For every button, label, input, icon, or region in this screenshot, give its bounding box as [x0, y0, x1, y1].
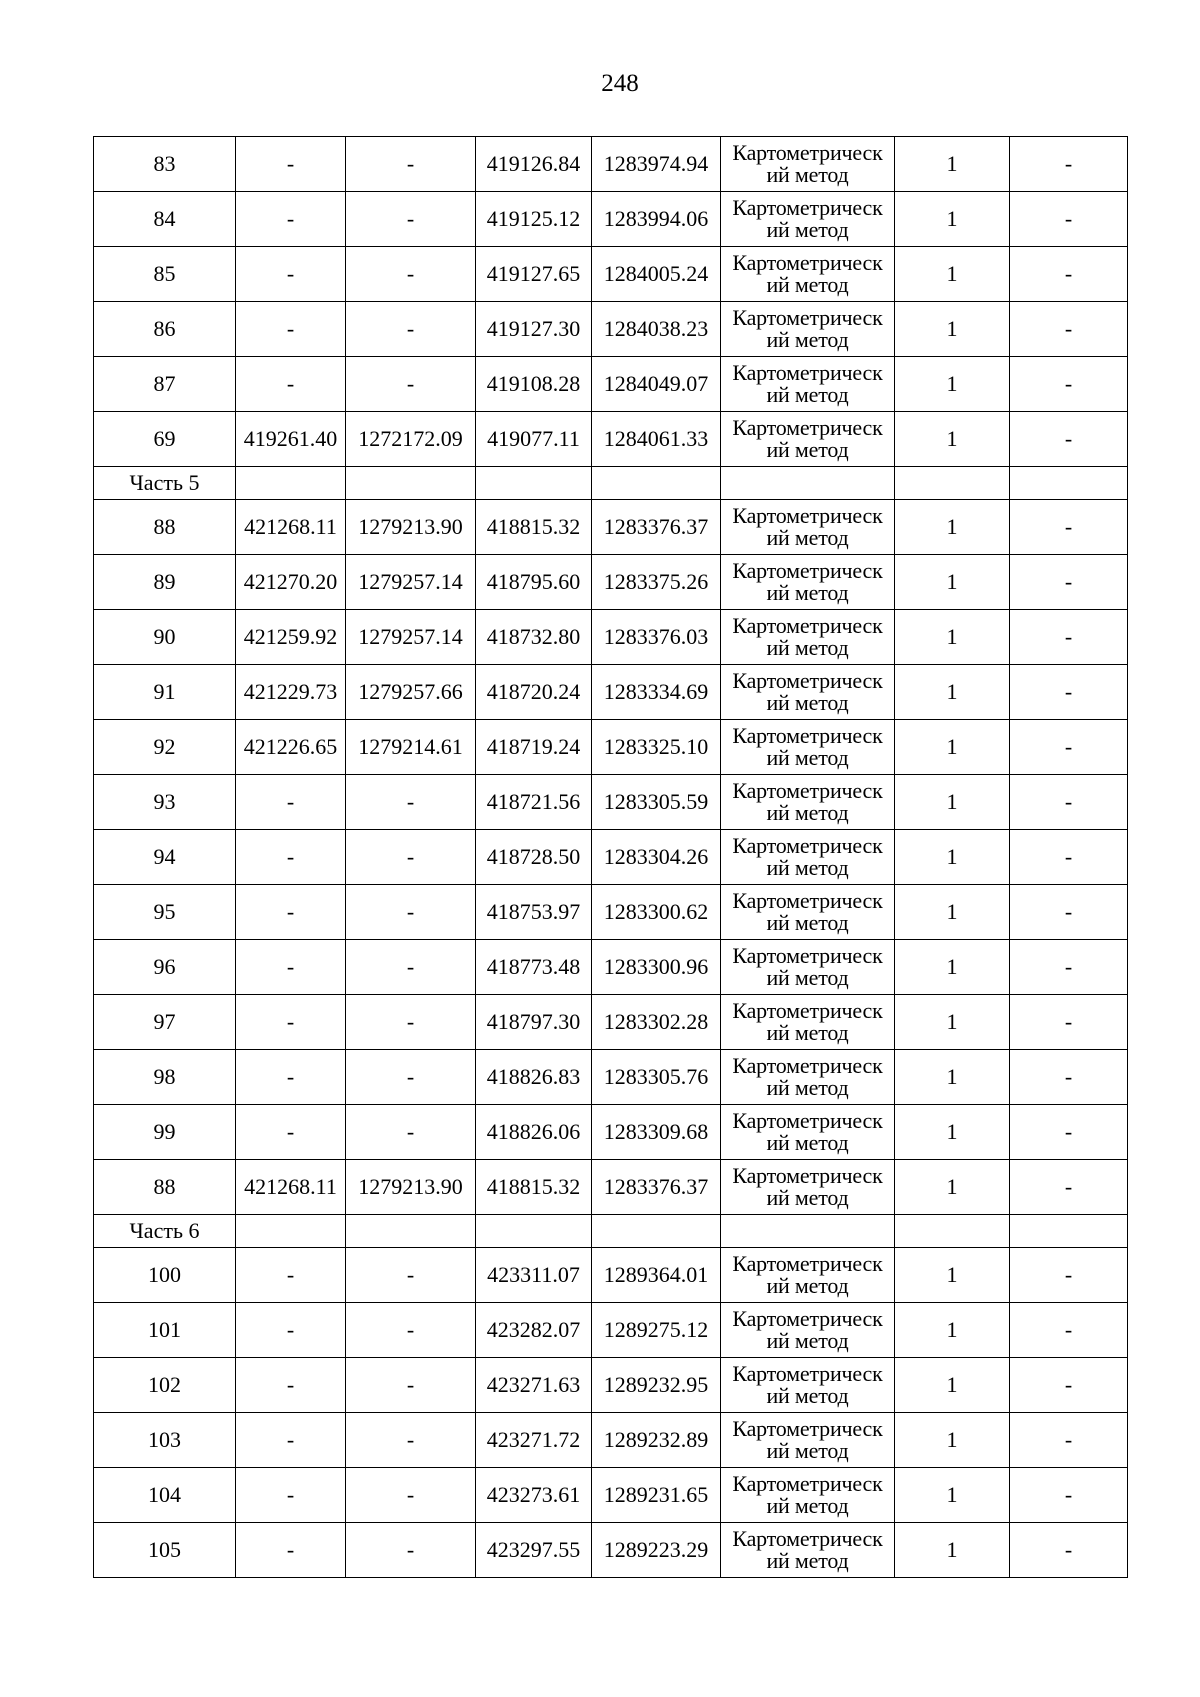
point-number-cell: 98: [94, 1050, 236, 1105]
point-number-cell: 91: [94, 665, 236, 720]
x-new-cell: 418815.32: [476, 1160, 592, 1215]
y-new-cell: 1283300.96: [592, 940, 721, 995]
accuracy-cell: 1: [895, 1248, 1010, 1303]
accuracy-cell: 1: [895, 1303, 1010, 1358]
note-cell: -: [1010, 775, 1128, 830]
point-number-cell: 97: [94, 995, 236, 1050]
method-line-2: ий метод: [766, 690, 849, 715]
point-number-cell: 93: [94, 775, 236, 830]
method-line-1: Картометрическ: [732, 1108, 883, 1133]
accuracy-cell: 1: [895, 247, 1010, 302]
empty-cell: [895, 1215, 1010, 1248]
y-new-cell: 1283376.37: [592, 500, 721, 555]
x-existing-cell: 421270.20: [236, 555, 346, 610]
note-cell: -: [1010, 1105, 1128, 1160]
point-number-cell: 88: [94, 1160, 236, 1215]
method-cell: [721, 137, 895, 192]
coordinates-table-body: [94, 137, 1128, 1578]
table-row: [94, 1413, 1128, 1468]
y-new-cell: 1289275.12: [592, 1303, 721, 1358]
empty-cell: [236, 1215, 346, 1248]
x-existing-cell: -: [236, 1468, 346, 1523]
method-line-2: ий метод: [766, 1548, 849, 1573]
note-cell: -: [1010, 720, 1128, 775]
y-existing-cell: 1279213.90: [346, 500, 476, 555]
empty-cell: [592, 467, 721, 500]
method-line-1: Картометрическ: [732, 1526, 883, 1551]
method-line-2: ий метод: [766, 327, 849, 352]
method-line-1: Картометрическ: [732, 1416, 883, 1441]
accuracy-cell: 1: [895, 885, 1010, 940]
method-line-1: Картометрическ: [732, 668, 883, 693]
method-line-2: ий метод: [766, 217, 849, 242]
x-existing-cell: 421229.73: [236, 665, 346, 720]
y-existing-cell: 1279257.14: [346, 610, 476, 665]
y-new-cell: 1289364.01: [592, 1248, 721, 1303]
x-new-cell: 418795.60: [476, 555, 592, 610]
x-new-cell: 419127.65: [476, 247, 592, 302]
x-existing-cell: -: [236, 830, 346, 885]
method-cell: [721, 1050, 895, 1105]
method-cell: [721, 610, 895, 665]
table-row: [94, 885, 1128, 940]
empty-cell: [1010, 1215, 1128, 1248]
y-new-cell: 1283334.69: [592, 665, 721, 720]
method-line-1: Картометрическ: [732, 1471, 883, 1496]
method-cell: [721, 302, 895, 357]
method-line-2: ий метод: [766, 272, 849, 297]
method-line-2: ий метод: [766, 1438, 849, 1463]
method-line-2: ий метод: [766, 1328, 849, 1353]
table-row: [94, 1523, 1128, 1578]
point-number-cell: 92: [94, 720, 236, 775]
table-row: [94, 1105, 1128, 1160]
point-number-cell: 84: [94, 192, 236, 247]
method-line-1: Картометрическ: [732, 943, 883, 968]
point-number-cell: 100: [94, 1248, 236, 1303]
point-number-cell: 69: [94, 412, 236, 467]
empty-cell: [236, 467, 346, 500]
table-row: [94, 775, 1128, 830]
accuracy-cell: 1: [895, 412, 1010, 467]
method-line-1: Картометрическ: [732, 1053, 883, 1078]
y-new-cell: 1289231.65: [592, 1468, 721, 1523]
y-existing-cell: -: [346, 830, 476, 885]
method-cell: [721, 1413, 895, 1468]
point-number-cell: 103: [94, 1413, 236, 1468]
method-cell: [721, 1248, 895, 1303]
x-existing-cell: -: [236, 247, 346, 302]
accuracy-cell: 1: [895, 137, 1010, 192]
method-line-2: ий метод: [766, 635, 849, 660]
method-line-2: ий метод: [766, 855, 849, 880]
method-cell: [721, 1303, 895, 1358]
y-existing-cell: -: [346, 137, 476, 192]
y-existing-cell: -: [346, 940, 476, 995]
method-line-2: ий метод: [766, 1075, 849, 1100]
table-row: [94, 192, 1128, 247]
y-existing-cell: 1279257.14: [346, 555, 476, 610]
y-existing-cell: -: [346, 1523, 476, 1578]
method-line-1: Картометрическ: [732, 833, 883, 858]
table-row: [94, 1303, 1128, 1358]
y-existing-cell: 1279213.90: [346, 1160, 476, 1215]
point-number-cell: 86: [94, 302, 236, 357]
point-number-cell: 104: [94, 1468, 236, 1523]
note-cell: -: [1010, 665, 1128, 720]
accuracy-cell: 1: [895, 940, 1010, 995]
x-existing-cell: -: [236, 1050, 346, 1105]
x-existing-cell: -: [236, 302, 346, 357]
note-cell: -: [1010, 192, 1128, 247]
y-existing-cell: -: [346, 1248, 476, 1303]
y-new-cell: 1283376.37: [592, 1160, 721, 1215]
method-line-1: Картометрическ: [732, 360, 883, 385]
method-line-2: ий метод: [766, 1185, 849, 1210]
accuracy-cell: 1: [895, 720, 1010, 775]
table-row: [94, 1248, 1128, 1303]
section-header-row: [94, 467, 1128, 500]
note-cell: -: [1010, 555, 1128, 610]
empty-cell: [346, 1215, 476, 1248]
x-new-cell: 418826.83: [476, 1050, 592, 1105]
note-cell: -: [1010, 1303, 1128, 1358]
x-new-cell: 418773.48: [476, 940, 592, 995]
y-existing-cell: -: [346, 1050, 476, 1105]
y-existing-cell: -: [346, 1413, 476, 1468]
y-new-cell: 1283994.06: [592, 192, 721, 247]
method-line-1: Картометрическ: [732, 723, 883, 748]
y-new-cell: 1283309.68: [592, 1105, 721, 1160]
x-new-cell: 419125.12: [476, 192, 592, 247]
y-existing-cell: -: [346, 357, 476, 412]
method-cell: [721, 775, 895, 830]
x-new-cell: 419108.28: [476, 357, 592, 412]
accuracy-cell: 1: [895, 555, 1010, 610]
x-new-cell: 423271.63: [476, 1358, 592, 1413]
method-line-2: ий метод: [766, 382, 849, 407]
method-cell: [721, 940, 895, 995]
table-row: [94, 940, 1128, 995]
point-number-cell: 87: [94, 357, 236, 412]
x-new-cell: 418815.32: [476, 500, 592, 555]
method-cell: [721, 1523, 895, 1578]
y-new-cell: 1283304.26: [592, 830, 721, 885]
method-line-2: ий метод: [766, 437, 849, 462]
method-line-2: ий метод: [766, 800, 849, 825]
x-new-cell: 423311.07: [476, 1248, 592, 1303]
empty-cell: [721, 1215, 895, 1248]
method-cell: [721, 885, 895, 940]
point-number-cell: 88: [94, 500, 236, 555]
x-existing-cell: 421226.65: [236, 720, 346, 775]
method-line-1: Картометрическ: [732, 503, 883, 528]
method-line-1: Картометрическ: [732, 613, 883, 638]
point-number-cell: 105: [94, 1523, 236, 1578]
accuracy-cell: 1: [895, 192, 1010, 247]
y-new-cell: 1283375.26: [592, 555, 721, 610]
y-existing-cell: -: [346, 775, 476, 830]
method-cell: [721, 1468, 895, 1523]
note-cell: -: [1010, 1248, 1128, 1303]
table-row: [94, 1050, 1128, 1105]
x-existing-cell: -: [236, 137, 346, 192]
x-existing-cell: -: [236, 1303, 346, 1358]
method-line-1: Картометрическ: [732, 998, 883, 1023]
section-header-row: [94, 1215, 1128, 1248]
method-cell: [721, 192, 895, 247]
method-cell: [721, 995, 895, 1050]
table-row: [94, 137, 1128, 192]
note-cell: -: [1010, 247, 1128, 302]
x-existing-cell: -: [236, 192, 346, 247]
table-row: [94, 1358, 1128, 1413]
y-existing-cell: -: [346, 1468, 476, 1523]
accuracy-cell: 1: [895, 1523, 1010, 1578]
x-existing-cell: -: [236, 357, 346, 412]
y-existing-cell: 1272172.09: [346, 412, 476, 467]
y-existing-cell: -: [346, 885, 476, 940]
method-cell: [721, 720, 895, 775]
x-new-cell: 418797.30: [476, 995, 592, 1050]
note-cell: -: [1010, 1358, 1128, 1413]
x-new-cell: 418826.06: [476, 1105, 592, 1160]
method-line-2: ий метод: [766, 1493, 849, 1518]
note-cell: -: [1010, 500, 1128, 555]
y-new-cell: 1284005.24: [592, 247, 721, 302]
point-number-cell: 95: [94, 885, 236, 940]
table-row: [94, 830, 1128, 885]
method-line-2: ий метод: [766, 525, 849, 550]
note-cell: -: [1010, 1468, 1128, 1523]
x-existing-cell: 421268.11: [236, 1160, 346, 1215]
table-row: [94, 995, 1128, 1050]
note-cell: -: [1010, 137, 1128, 192]
table-row: [94, 500, 1128, 555]
note-cell: -: [1010, 1523, 1128, 1578]
note-cell: -: [1010, 1050, 1128, 1105]
x-new-cell: 423273.61: [476, 1468, 592, 1523]
method-line-2: ий метод: [766, 1273, 849, 1298]
accuracy-cell: 1: [895, 1358, 1010, 1413]
y-new-cell: 1289223.29: [592, 1523, 721, 1578]
note-cell: -: [1010, 302, 1128, 357]
method-line-2: ий метод: [766, 745, 849, 770]
method-line-1: Картометрическ: [732, 250, 883, 275]
y-new-cell: 1283300.62: [592, 885, 721, 940]
x-existing-cell: -: [236, 995, 346, 1050]
y-existing-cell: 1279214.61: [346, 720, 476, 775]
point-number-cell: 85: [94, 247, 236, 302]
method-line-2: ий метод: [766, 162, 849, 187]
empty-cell: [721, 467, 895, 500]
x-new-cell: 418719.24: [476, 720, 592, 775]
table-row: [94, 610, 1128, 665]
y-new-cell: 1283974.94: [592, 137, 721, 192]
y-new-cell: 1289232.89: [592, 1413, 721, 1468]
x-new-cell: 419077.11: [476, 412, 592, 467]
y-existing-cell: -: [346, 247, 476, 302]
empty-cell: [476, 1215, 592, 1248]
accuracy-cell: 1: [895, 775, 1010, 830]
y-existing-cell: -: [346, 192, 476, 247]
method-cell: [721, 665, 895, 720]
table-row: [94, 247, 1128, 302]
table-row: [94, 1160, 1128, 1215]
table-row: [94, 555, 1128, 610]
x-existing-cell: -: [236, 1105, 346, 1160]
method-line-1: Картометрическ: [732, 305, 883, 330]
method-cell: [721, 247, 895, 302]
y-new-cell: 1283305.76: [592, 1050, 721, 1105]
point-number-cell: 99: [94, 1105, 236, 1160]
method-cell: [721, 1358, 895, 1413]
page-number: 248: [601, 70, 639, 97]
accuracy-cell: 1: [895, 830, 1010, 885]
method-cell: [721, 412, 895, 467]
x-new-cell: 419127.30: [476, 302, 592, 357]
method-line-1: Картометрическ: [732, 1163, 883, 1188]
x-new-cell: 423282.07: [476, 1303, 592, 1358]
method-line-1: Картометрическ: [732, 415, 883, 440]
table-row: [94, 720, 1128, 775]
accuracy-cell: 1: [895, 610, 1010, 665]
method-cell: [721, 1160, 895, 1215]
y-new-cell: 1283305.59: [592, 775, 721, 830]
y-existing-cell: -: [346, 1303, 476, 1358]
method-line-2: ий метод: [766, 580, 849, 605]
y-new-cell: 1284049.07: [592, 357, 721, 412]
x-existing-cell: -: [236, 1248, 346, 1303]
accuracy-cell: 1: [895, 302, 1010, 357]
accuracy-cell: 1: [895, 1413, 1010, 1468]
note-cell: -: [1010, 940, 1128, 995]
note-cell: -: [1010, 1160, 1128, 1215]
method-line-1: Картометрическ: [732, 558, 883, 583]
x-new-cell: 418721.56: [476, 775, 592, 830]
method-line-1: Картометрическ: [732, 195, 883, 220]
accuracy-cell: 1: [895, 1468, 1010, 1523]
x-existing-cell: -: [236, 1413, 346, 1468]
y-new-cell: 1283325.10: [592, 720, 721, 775]
x-existing-cell: 421268.11: [236, 500, 346, 555]
accuracy-cell: 1: [895, 500, 1010, 555]
point-number-cell: 94: [94, 830, 236, 885]
table-row: [94, 357, 1128, 412]
coordinates-table: [93, 136, 1128, 1578]
y-existing-cell: 1279257.66: [346, 665, 476, 720]
method-line-2: ий метод: [766, 1130, 849, 1155]
y-existing-cell: -: [346, 302, 476, 357]
method-cell: [721, 555, 895, 610]
x-new-cell: 418753.97: [476, 885, 592, 940]
y-existing-cell: -: [346, 1358, 476, 1413]
method-line-2: ий метод: [766, 1020, 849, 1045]
point-number-cell: 101: [94, 1303, 236, 1358]
y-existing-cell: -: [346, 995, 476, 1050]
table-row: [94, 1468, 1128, 1523]
method-cell: [721, 830, 895, 885]
x-new-cell: 423297.55: [476, 1523, 592, 1578]
accuracy-cell: 1: [895, 1105, 1010, 1160]
accuracy-cell: 1: [895, 357, 1010, 412]
x-existing-cell: 421259.92: [236, 610, 346, 665]
x-new-cell: 423271.72: [476, 1413, 592, 1468]
x-new-cell: 418732.80: [476, 610, 592, 665]
note-cell: -: [1010, 995, 1128, 1050]
empty-cell: [476, 467, 592, 500]
x-new-cell: 418728.50: [476, 830, 592, 885]
empty-cell: [346, 467, 476, 500]
y-new-cell: 1284061.33: [592, 412, 721, 467]
table-row: [94, 665, 1128, 720]
note-cell: -: [1010, 830, 1128, 885]
x-existing-cell: 419261.40: [236, 412, 346, 467]
method-line-2: ий метод: [766, 910, 849, 935]
accuracy-cell: 1: [895, 995, 1010, 1050]
method-line-1: Картометрическ: [732, 1306, 883, 1331]
point-number-cell: 90: [94, 610, 236, 665]
y-new-cell: 1289232.95: [592, 1358, 721, 1413]
method-cell: [721, 357, 895, 412]
method-line-1: Картометрическ: [732, 888, 883, 913]
note-cell: -: [1010, 412, 1128, 467]
accuracy-cell: 1: [895, 1050, 1010, 1105]
x-existing-cell: -: [236, 1358, 346, 1413]
note-cell: -: [1010, 610, 1128, 665]
note-cell: -: [1010, 1413, 1128, 1468]
section-label: Часть 5: [94, 467, 236, 500]
point-number-cell: 83: [94, 137, 236, 192]
method-line-1: Картометрическ: [732, 1251, 883, 1276]
point-number-cell: 96: [94, 940, 236, 995]
empty-cell: [895, 467, 1010, 500]
y-new-cell: 1283376.03: [592, 610, 721, 665]
x-existing-cell: -: [236, 940, 346, 995]
method-line-2: ий метод: [766, 965, 849, 990]
table-row: [94, 412, 1128, 467]
method-cell: [721, 1105, 895, 1160]
method-line-2: ий метод: [766, 1383, 849, 1408]
method-line-1: Картометрическ: [732, 778, 883, 803]
method-cell: [721, 500, 895, 555]
y-new-cell: 1284038.23: [592, 302, 721, 357]
x-new-cell: 419126.84: [476, 137, 592, 192]
x-existing-cell: -: [236, 885, 346, 940]
section-label: Часть 6: [94, 1215, 236, 1248]
point-number-cell: 102: [94, 1358, 236, 1413]
point-number-cell: 89: [94, 555, 236, 610]
empty-cell: [592, 1215, 721, 1248]
note-cell: -: [1010, 357, 1128, 412]
empty-cell: [1010, 467, 1128, 500]
y-new-cell: 1283302.28: [592, 995, 721, 1050]
x-existing-cell: -: [236, 775, 346, 830]
note-cell: -: [1010, 885, 1128, 940]
accuracy-cell: 1: [895, 665, 1010, 720]
x-new-cell: 418720.24: [476, 665, 592, 720]
table-row: [94, 302, 1128, 357]
y-existing-cell: -: [346, 1105, 476, 1160]
accuracy-cell: 1: [895, 1160, 1010, 1215]
method-line-1: Картометрическ: [732, 1361, 883, 1386]
x-existing-cell: -: [236, 1523, 346, 1578]
method-line-1: Картометрическ: [732, 140, 883, 165]
